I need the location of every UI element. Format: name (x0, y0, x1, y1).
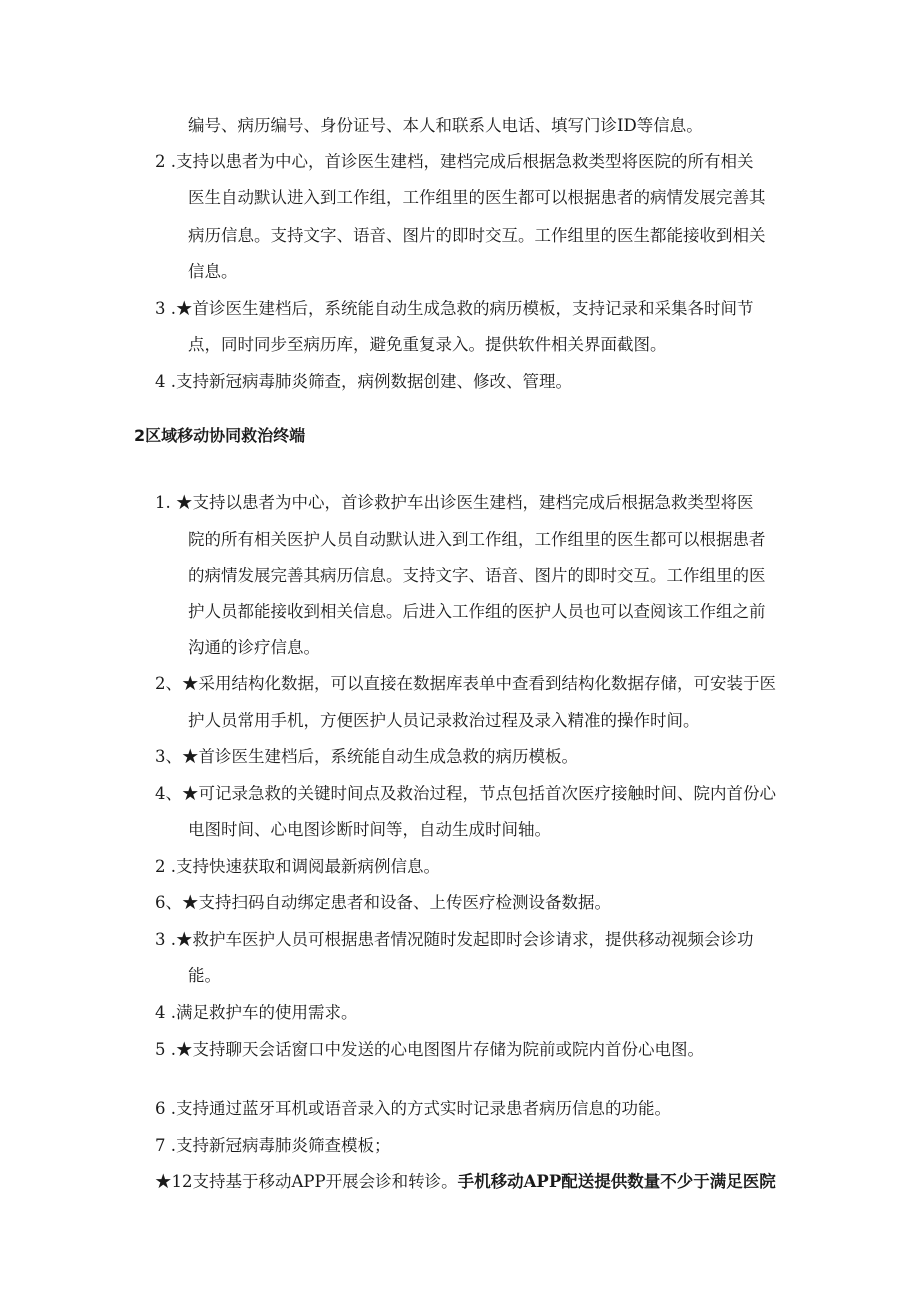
text-line: 医生自动默认进入到工作组，工作组里的医生都可以根据患者的病情发展完善其 (188, 188, 766, 207)
list-item: 2 .支持快速获取和调阅最新病例信息。 (155, 857, 440, 876)
text-line: 信息。 (188, 262, 238, 281)
list-item: 3 .★救护车医护人员可根据患者情况随时发起即时会诊请求，提供移动视频会诊功 (155, 930, 754, 949)
text-line: 电图时间、心电图诊断时间等，自动生成时间轴。 (188, 820, 551, 839)
list-item: 4 .满足救护车的使用需求。 (155, 1003, 358, 1022)
text-line: 沟通的诊疗信息。 (188, 638, 320, 657)
list-item: 5 .★支持聊天会话窗口中发送的心电图图片存储为院前或院内首份心电图。 (155, 1040, 704, 1059)
list-item: 6 .支持通过蓝牙耳机或语音录入的方式实时记录患者病历信息的功能。 (155, 1099, 671, 1118)
list-item: 3、★首诊医生建档后，系统能自动生成急救的病历模板。 (155, 747, 578, 766)
last-line-bold-text: 手机移动APP配送提供数量不少于满足医院 (457, 1172, 776, 1191)
last-line (155, 1170, 776, 1194)
text-line: 院的所有相关医护人员自动默认进入到工作组，工作组里的医生都可以根据患者 (188, 530, 766, 549)
list-item: 4、★可记录急救的关键时间点及救治过程，节点包括首次医疗接触时间、院内首份心 (155, 784, 776, 803)
list-item: 3 .★首诊医生建档后，系统能自动生成急救的病历模板，支持记录和采集各时间节 (155, 299, 754, 318)
last-line-normal-text: ★12支持基于移动APP开展会诊和转诊。 (155, 1172, 458, 1191)
section-heading: 2区域移动协同救治终端 (134, 426, 306, 445)
list-item: 2 .支持以患者为中心，首诊医生建档，建档完成后根据急救类型将医院的所有相关 (155, 152, 754, 171)
text-line: 护人员常用手机，方便医护人员记录救治过程及录入精准的操作时间。 (188, 711, 700, 730)
list-item: 6、★支持扫码自动绑定患者和设备、上传医疗检测设备数据。 (155, 893, 611, 912)
list-item: 1. ★支持以患者为中心，首诊救护车出诊医生建档，建档完成后根据急救类型将医 (155, 493, 754, 512)
text-line: 点，同时同步至病历库，避免重复录入。提供软件相关界面截图。 (188, 335, 667, 354)
text-line: 病历信息。支持文字、语音、图片的即时交互。工作组里的医生都能接收到相关 (188, 226, 766, 245)
text-line: 的病情发展完善其病历信息。支持文字、语音、图片的即时交互。工作组里的医 (188, 566, 766, 585)
list-item: 4 .支持新冠病毒肺炎筛查，病例数据创建、修改、管理。 (155, 372, 572, 391)
list-item: 2、★采用结构化数据，可以直接在数据库表单中查看到结构化数据存储，可安装于医 (155, 674, 776, 693)
text-line: 护人员都能接收到相关信息。后进入工作组的医护人员也可以查阅该工作组之前 (188, 602, 766, 621)
text-line: 能。 (188, 966, 221, 985)
text-line: 编号、病历编号、身份证号、本人和联系人电话、填写门诊ID等信息。 (188, 116, 703, 135)
list-item: 7 .支持新冠病毒肺炎筛查模板； (155, 1136, 391, 1155)
